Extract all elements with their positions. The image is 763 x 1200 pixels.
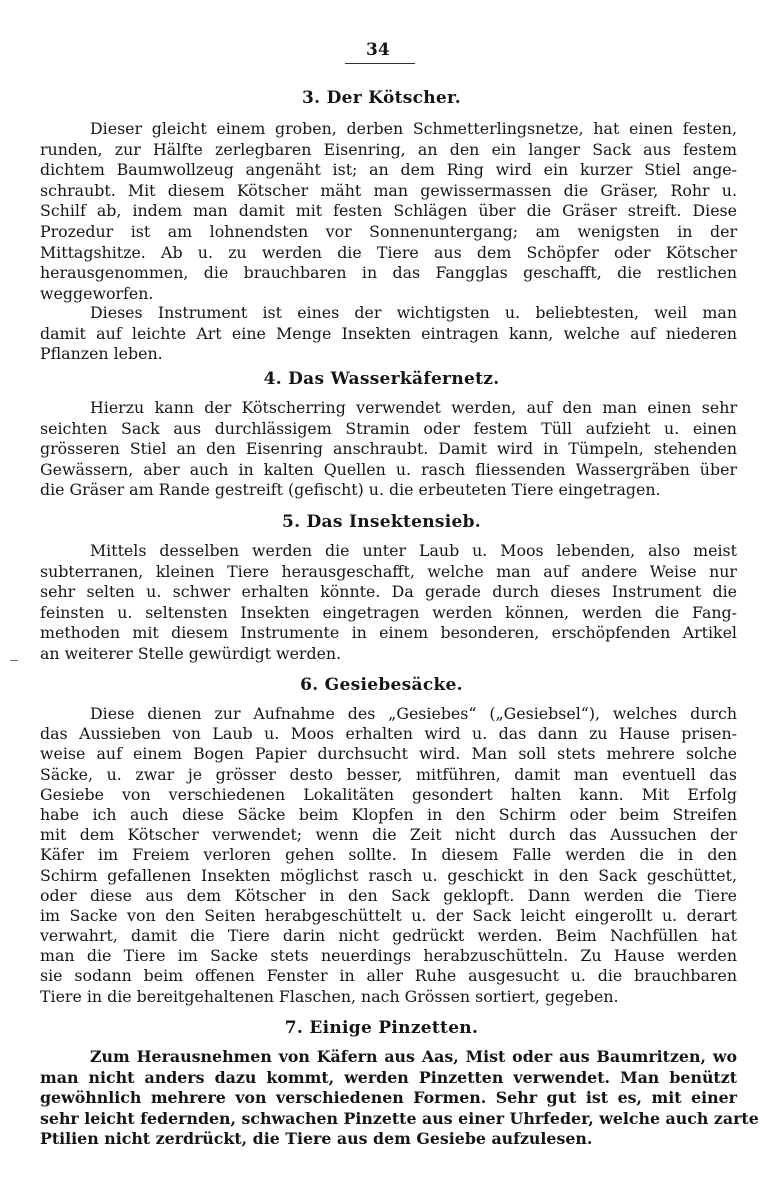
text-line: Gesiebe von verschiedenen Lokalitäten gesondert halten kann. Mit Erfolg [40,784,737,804]
text-line: Dieser gleicht einem groben, derben Schmetterlingsnetze, hat einen festen, [90,119,737,138]
text-line: Tiere in die bereitgehaltenen Flaschen, nach Grössen sortiert, gegeben. [40,986,619,1006]
paragraph-koetscher-1 [40,119,737,304]
text-line: oder diese aus dem Kötscher in den Sack geklopft. Dann werden die Tiere [40,885,737,905]
text-line: Säcke, u. zwar je grösser desto besser, mitführen, damit man eventuell das [40,764,737,784]
section-heading-koetscher: 3. Der Kötscher. [302,88,461,108]
text-line: Dieses Instrument ist eines der wichtigsten u. beliebtesten, weil man [90,303,737,322]
text-line: feinsten u. seltensten Insekten eingetragen werden können, werden die Fang- [40,602,737,622]
text-line: weggeworfen. [40,283,154,303]
text-line: gewöhnlich mehrere von verschiedenen Formen. Sehr gut ist es, mit einer [40,1088,737,1108]
text-line: Schirm gefallenen Insekten möglichst rasch u. geschickt in den Sack geschüttet, [40,865,737,885]
paragraph-koetscher-2 [40,303,737,365]
page-number-rule [345,63,415,64]
text-line: Käfer im Freiem verloren gehen sollte. In diesem Falle werden die in den [40,845,737,865]
text-line: Gewässern, aber auch in kalten Quellen u. rasch fliessenden Wassergräben über [40,459,737,479]
section-heading-gesiebesaecke: 6. Gesiebesäcke. [300,675,463,695]
text-line: man die Tiere im Sacke stets neuerdings herabzuschütteln. Zu Hause werden [40,946,737,966]
text-line: dichtem Baumwollzeug angenäht ist; an dem Ring wird ein kurzer Stiel ange- [40,160,737,180]
text-line: Hierzu kann der Kötscherring verwendet werden, auf den man einen sehr [90,398,737,417]
text-line: Mittels desselben werden die unter Laub u. Moos lebenden, also meist [90,541,737,560]
text-line: Ptilien nicht zerdrückt, die Tiere aus dem Gesiebe aufzulesen. [40,1129,593,1149]
text-line: runden, zur Hälfte zerlegbaren Eisenring, an den ein langer Sack aus festem [40,139,737,159]
text-line: Schilf ab, indem man damit mit festen Schlägen über die Gräser streift. Diese [40,201,737,221]
text-line: verwahrt, damit die Tiere darin nicht gedrückt werden. Beim Nachfüllen hat [40,926,737,946]
text-line: Diese dienen zur Aufnahme des „Gesiebes“ („Gesiebsel“), welches durch [90,704,737,723]
text-line: Mittagshitze. Ab u. zu werden die Tiere aus dem Schöpfer oder Kötscher [40,242,737,262]
text-line: sie sodann beim offenen Fenster in aller Ruhe ausgesucht u. die brauchbaren [40,966,737,986]
text-line: das Aussieben von Laub u. Moos erhalten wird u. das dann zu Hause prisen- [40,724,737,744]
page-number: 34 [366,40,390,60]
text-line: mit dem Kötscher verwendet; wenn die Zeit nicht durch das Aussuchen der [40,825,737,845]
text-line: subterranen, kleinen Tiere herausgeschafft, welche man auf andere Weise nur [40,561,737,581]
paragraph-pinzetten [40,1047,759,1150]
text-line: im Sacke von den Seiten herabgeschüttelt u. der Sack leicht eingerollt u. derart [40,905,737,925]
text-line: die Gräser am Rande gestreift (gefischt) u. die erbeuteten Tiere eingetragen. [40,480,661,500]
text-line: sehr selten u. schwer erhalten könnte. Da gerade durch dieses Instrument die [40,582,737,602]
text-line: herausgenommen, die brauchbaren in das Fangglas geschafft, die restlichen [40,263,737,283]
text-line: weise auf einem Bogen Papier durchsucht wird. Man soll stets mehrere solche [40,744,737,764]
margin-mark [10,660,18,661]
text-line: man nicht anders dazu kommt, werden Pinzetten verwendet. Man benützt [40,1067,737,1087]
text-line: seichten Sack aus durchlässigem Stramin oder festem Tüll aufzieht u. einen [40,418,737,438]
paragraph-gesiebesaecke [40,704,737,1007]
text-line: Pflanzen leben. [40,344,163,364]
text-line: damit auf leichte Art eine Menge Insekten eintragen kann, welche auf niederen [40,323,737,343]
text-line: schraubt. Mit diesem Kötscher mäht man gewissermassen die Gräser, Rohr u. [40,180,737,200]
text-line: sehr leicht federnden, schwachen Pinzette aus einer Uhrfeder, welche auch zarte [40,1108,759,1128]
section-heading-wasserkaefernetz: 4. Das Wasserkäfernetz. [263,369,500,389]
text-line: grösseren Stiel an den Eisenring anschraubt. Damit wird in Tümpeln, stehenden [40,439,737,459]
section-heading-pinzetten: 7. Einige Pinzetten. [284,1018,479,1038]
section-heading-insektensieb: 5. Das Insektensieb. [281,512,482,532]
text-line: Prozedur ist am lohnendsten vor Sonnenuntergang; am wenigsten in der [40,221,737,241]
text-line: an weiterer Stelle gewürdigt werden. [40,643,342,663]
paragraph-insektensieb [40,541,737,665]
text-line: methoden mit diesem Instrumente in einem besonderen, erschöpfenden Artikel [40,623,737,643]
paragraph-wasserkaefernetz [40,398,737,501]
text-line: Zum Herausnehmen von Käfern aus Aas, Mist oder aus Baumritzen, wo [90,1047,737,1066]
text-line: habe ich auch diese Säcke beim Klopfen in den Schirm oder beim Streifen [40,804,737,824]
